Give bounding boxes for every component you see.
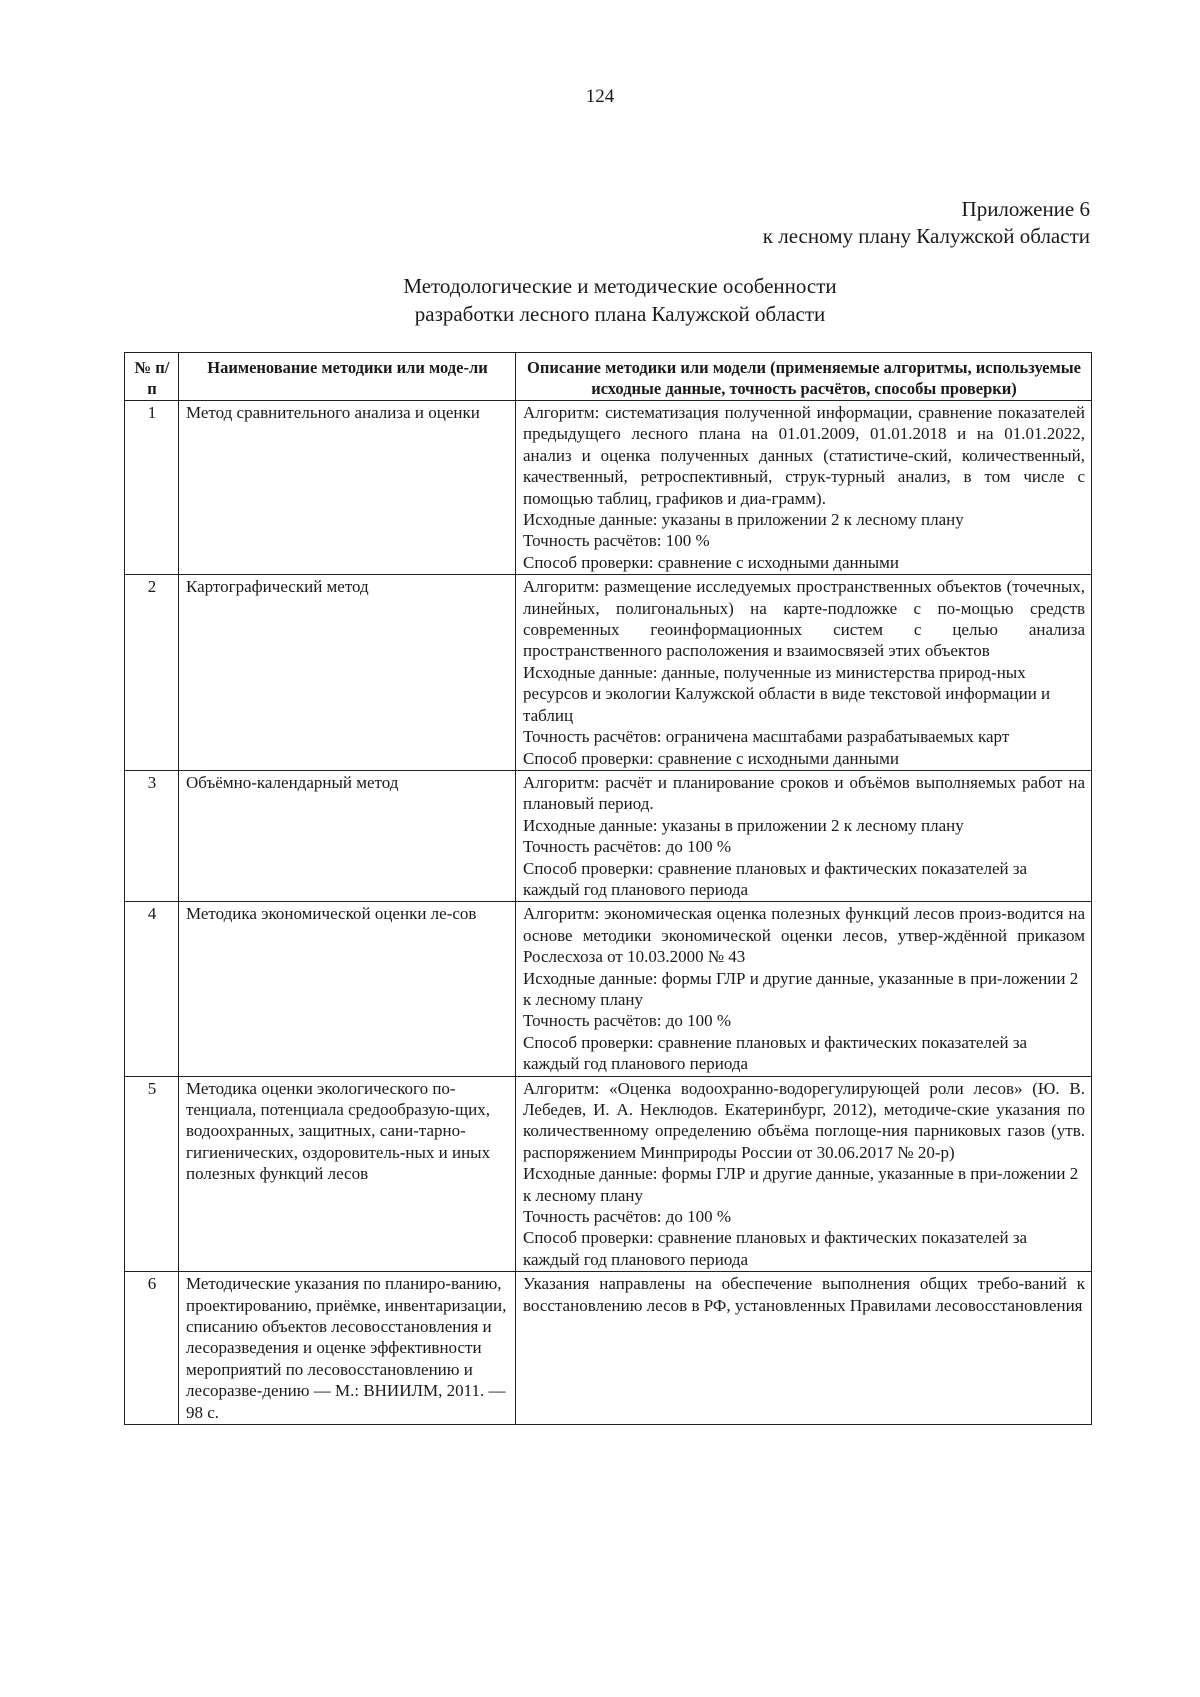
description-line: Исходные данные: формы ГЛР и другие данные, указанные в при-ложении 2 к лесному плану: [523, 968, 1079, 1009]
description-line: Исходные данные: формы ГЛР и другие данные, указанные в при-ложении 2 к лесному плану: [523, 1164, 1079, 1205]
table-row: [125, 770, 1092, 901]
row-number: 6: [125, 1272, 179, 1425]
method-description: [516, 401, 1092, 575]
appendix-line-1: Приложение 6: [961, 197, 1090, 221]
description-line: Точность расчётов: до 100 %: [523, 837, 732, 857]
description-line: Точность расчётов: ограничена масштабами разрабатываемых карт: [523, 727, 1010, 747]
method-name: Картографический метод: [179, 575, 516, 771]
method-name: Методические указания по планиро-ванию, проектированию, приёмке, инвентаризации, списанию объектов лесовосстановления и лесоразведения и оценке эффективности мероприятий по лесовосстановлению и лесоразве-дению — М.: ВНИИЛМ, 2011. — 98 с.: [179, 1272, 516, 1425]
description-line: Способ проверки: сравнение с исходными данными: [523, 748, 899, 768]
table-row: [125, 902, 1092, 1076]
table-row: [125, 1076, 1092, 1272]
description-line: Исходные данные: указаны в приложении 2 к лесному плану: [523, 815, 964, 835]
description-line: Алгоритм: систематизация полученной информации, сравнение показателей предыдущего лесного плана на 01.01.2009, 01.01.2018 и на 01.01.2022, анализ и оценка полученных данных (статистиче-ский, количественный, качественный, ретроспективный, струк-турный анализ, в том числе с помощью таблиц, графиков и диа-грамм).: [523, 403, 1085, 508]
description-line: Указания направлены на обеспечение выполнения общих требо-ваний к восстановлению лесов в РФ, установленных Правилами лесовосстановления: [523, 1274, 1085, 1315]
row-number: 3: [125, 770, 179, 901]
row-number: 2: [125, 575, 179, 771]
description-line: Алгоритм: экономическая оценка полезных функций лесов произ-водится на основе методики экономической оценки лесов, утвер-ждённой приказом Рослесхоза от 10.03.2000 № 43: [523, 904, 1085, 967]
description-line: Способ проверки: сравнение плановых и фактических показателей за каждый год планового периода: [523, 858, 1028, 899]
table-row: [125, 401, 1092, 575]
row-number: 1: [125, 401, 179, 575]
row-number: 5: [125, 1076, 179, 1272]
title-line-2: разработки лесного плана Калужской области: [414, 302, 826, 326]
method-name: Методика оценки экологического по-тенциала, потенциала средообразую-щих, водоохранных, защитных, сани-тарно-гигиенических, оздоровитель-ных и иных полезных функций лесов: [179, 1076, 516, 1272]
appendix-line-2: к лесному плану Калужской области: [762, 224, 1090, 248]
appendix-caption: [763, 196, 1090, 250]
document-title: [120, 272, 1120, 328]
description-line: Способ проверки: сравнение плановых и фактических показателей за каждый год планового периода: [523, 1032, 1028, 1074]
header-desc: Описание методики или модели (применяемые алгоритмы, используемые исходные данные, точность расчётов, способы проверки): [516, 353, 1092, 401]
page-number: 124: [585, 86, 615, 107]
table-header-row: [125, 353, 1092, 401]
method-name: Метод сравнительного анализа и оценки: [179, 401, 516, 575]
method-description: [516, 770, 1092, 901]
description-line: Алгоритм: «Оценка водоохранно-водорегулирующей роли лесов» (Ю. В. Лебедев, И. А. Неклюдов. Екатеринбург, 2012), методиче-ские указания по количественному определению объёма поглоще-ния парниковых газов (утв. распоряжением Минприроды России от 30.06.2017 № 20-р): [523, 1078, 1085, 1162]
description-line: Исходные данные: данные, полученные из министерства природ-ных ресурсов и экологии Калужской области в виде текстовой информации и таблиц: [523, 662, 1051, 725]
description-line: Точность расчётов: 100 %: [523, 531, 710, 551]
table-row: [125, 575, 1092, 771]
method-name: Объёмно-календарный метод: [179, 770, 516, 901]
method-description: [516, 902, 1092, 1076]
description-line: Точность расчётов: до 100 %: [523, 1011, 732, 1031]
description-line: Алгоритм: размещение исследуемых пространственных объектов (точечных, линейных, полигональных) на карте-подложке с по-мощью средств современных геоинформационных систем с целью анализа пространственного расположения и взаимосвязей этих объектов: [523, 577, 1085, 661]
method-description: [516, 575, 1092, 771]
description-line: Алгоритм: расчёт и планирование сроков и объёмов выполняемых работ на плановый период.: [523, 772, 1085, 814]
header-name: Наименование методики или моде-ли: [179, 353, 516, 401]
method-description: [516, 1076, 1092, 1272]
description-line: Способ проверки: сравнение с исходными данными: [523, 552, 899, 572]
method-name: Методика экономической оценки ле-сов: [179, 902, 516, 1076]
header-num: № п/п: [125, 353, 179, 401]
description-line: Исходные данные: указаны в приложении 2 к лесному плану: [523, 510, 964, 530]
row-number: 4: [125, 902, 179, 1076]
description-line: Способ проверки: сравнение плановых и фактических показателей за каждый год планового периода: [523, 1228, 1028, 1269]
description-line: Точность расчётов: до 100 %: [523, 1207, 732, 1227]
method-description: [516, 1272, 1092, 1425]
table-row: [125, 1272, 1092, 1425]
methods-table: [124, 352, 1092, 1425]
title-line-1: Методологические и методические особенности: [403, 274, 837, 298]
